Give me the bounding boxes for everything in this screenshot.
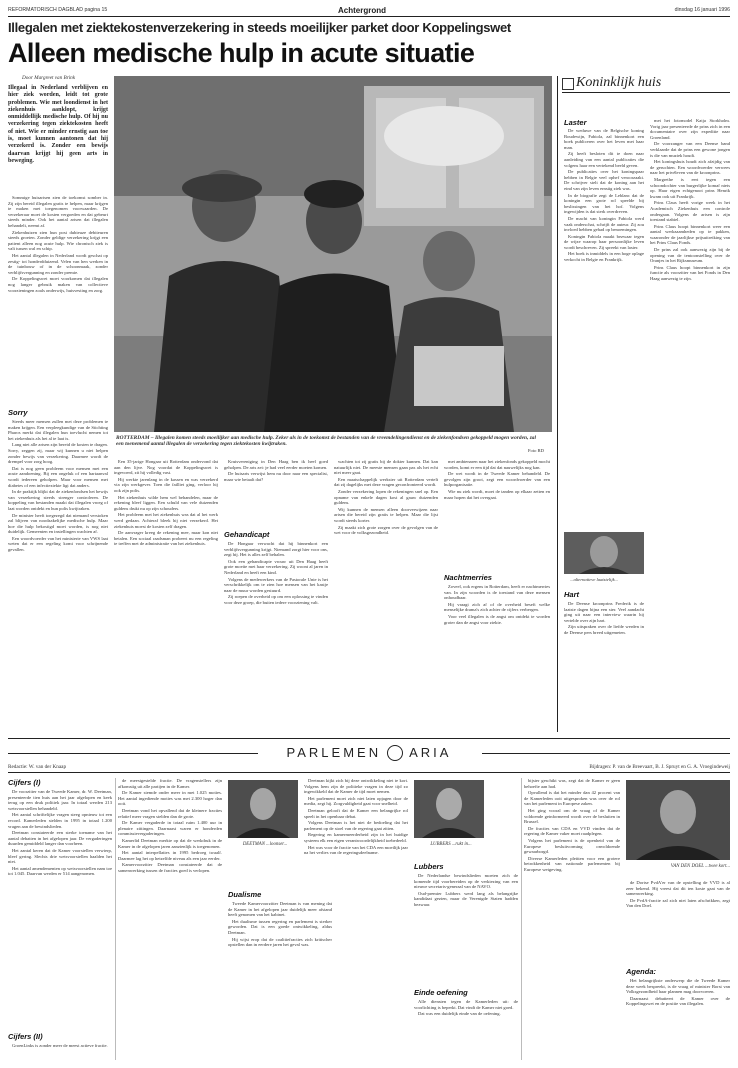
parlementaria-top-rule bbox=[8, 738, 730, 739]
subhead-nachtmerries: Nachtmerries bbox=[444, 573, 492, 582]
subhead-hart: Hart bbox=[564, 590, 580, 599]
lubbers-portrait bbox=[414, 780, 484, 838]
parlementaria-banner bbox=[262, 744, 476, 762]
parl-col5-end: Alle diensten tegen de Kamerleden uit: de voorlichting is beperkt. Dat vindt de Kamer niet goed. Dat was een duidelijk einde van de oefening. bbox=[414, 999, 518, 1017]
article-kicker: Illegalen met ziektekostenverzekering in steeds moeilijker parket door Koppelingswet bbox=[8, 20, 511, 35]
subhead-agenda: Agenda: bbox=[626, 967, 656, 976]
crown-icon bbox=[562, 78, 574, 90]
photo-illustration bbox=[114, 76, 552, 432]
banner-right: ARIA bbox=[409, 745, 452, 760]
royal-divider bbox=[557, 76, 558, 732]
royal-photo-caption: ...alternatieve laatstelijk... bbox=[570, 577, 619, 582]
royal-portrait-photo bbox=[564, 532, 644, 574]
subhead-lubbers: Lubbers bbox=[414, 862, 444, 871]
article-byline: Door Margreet van Brink bbox=[22, 75, 76, 81]
parl-col1-end: GroenLinks is zonder meer de meest actieve fractie. bbox=[12, 1043, 108, 1048]
parlementaria-line-left bbox=[8, 753, 258, 754]
deetman-caption: DEETMAN ...loonser... bbox=[242, 842, 288, 847]
parl-divider-1 bbox=[115, 778, 116, 1060]
photo-caption: ROTTERDAM – Illegalen komen steeds moeilijker aan medische hulp. Zeker als in de toekomst de bestanden van de vreemdelingendienst en de ziekenfondsen gekoppeld mogen worden, zal een toenemend aantal illegalen de verzekering tegen ziektekosten kwijtraken. bbox=[116, 435, 536, 448]
article-col1-body: Sommige huisartsen zien de toekomst somber in. Zij zijn bereid illegalen gratis te helpen, maar krijgen te maken met toegenomen voorwaarden. De verzekeraar moet de kosten vergoeden en dat gebeurt steeds minder. Ook het aantal artsen dat illegalen behandelt, neemt af. Ziekenhuizen zien hun post dubieuze debiteuren steeds groeien. Zonder geldige verzekering krijgt een patient alleen nog acute hulp. Wie chronisch ziek is valt tussen wal en schip. Het aantal illegalen in Nederland wordt geschat op zestig- tot honderdduizend. Velen van hen werken in de tuinbouw of in de schoonmaak, zonder verblijfsvergunning en zonder premie. De Koppelingswet moet voorkomen dat illegalen nog langer gebruik maken van collectieve voorzieningen zoals onderwijs, huisvesting en zorg. bbox=[8, 195, 108, 293]
subhead-einde-oefening: Einde oefening bbox=[414, 988, 468, 997]
banner-left: PARLEMEN bbox=[286, 745, 382, 760]
bijdragen: Bijdragen: P. van de Breevaart, B. J. Spruyt en G. A. Vroegindeweij bbox=[589, 764, 730, 770]
section-title: Achtergrond bbox=[338, 6, 386, 15]
subhead-laster: Laster bbox=[564, 118, 587, 127]
article-col1-body-2: Steeds meer mensen zullen met deze problemen te maken krijgen. Een verpleegkundige van de Stichting Pharos merkt dat illegalen hun toevlucht nemen tot het ziekenhuis als het al te laat is. Lang niet alle artsen zijn bereid de kosten te dragen. Sorry, zeggen zij, maar wij kunnen u niet helpen zonder bewijs van verzekering. Daarmee wordt de drempel voor zorg hoog. Dat is nog geen probleem voor mensen met een acute aandoening. Bij een ongeluk of een hartaanval wordt iedereen geholpen. Maar voor mensen met diabetes of een infectieziekte ligt dat anders. In de praktijk blijkt dat de ziekenfondsen het bewijs van verzekering steeds strenger controleren. De koppeling van bestanden maakt dat illegalen vroeg of laat worden ontdekt en hun polis kwijtraken. De minister heeft toegezegd dat niemand verstoken zal blijven van noodzakelijke medische hulp. Maar hoe die hulp bekostigd moet worden, is nog niet duidelijk. Gemeenten en instellingen wachten af. Een woordvoerder van het ministerie van VWS laat weten dat er een regeling komt voor schrijnende gevallen. bbox=[8, 419, 108, 553]
deetman-portrait bbox=[228, 780, 298, 838]
parl-col3: Tweede Kamervoorzitter Deetman is van mening dat de Kamer in het afgelopen jaar duidelijk meer afstand heeft genomen van het kabinet. Het dualisme tussen regering en parlement is sterker geworden. Dat is een goede ontwikkeling, aldus Deetman. Hij wijst erop dat de coalitiefracties zich kritischer opstellen dan in eerdere jaren het geval was. bbox=[228, 901, 332, 948]
article-lead: Illegaal in Nederland verblijven en hier ziek worden, leidt tot grote problemen. Wie met loondienst in het ziekenhuis aanklopt, krijgt onmiddellijk medische hulp. Of hij nu verzekering tegen ziektekosten heeft of niet. Wie er minder ernstig aan toe is, moet kunnen aantonen dat hij verzekerd is. Zonder een bewijs daarvan krijgt hij geen arts in beweging. bbox=[8, 85, 108, 164]
banner-emblem-icon bbox=[387, 745, 403, 761]
subhead-cijfers-2: Cijfers (II) bbox=[8, 1032, 43, 1041]
van-den-doel-caption: VAN DEN DOEL ...twee kort... bbox=[670, 864, 730, 869]
koninklijk-huis-title: Koninklijk huis bbox=[576, 75, 662, 90]
article-col3-body-2: De Hongaar verwacht dat hij binnenkort een verblijfsvergunning krijgt. Niemand zorgt hier voor ons, zegt hij. Het is alles zelf behalen. Ook een gehandicapte vrouw uit Den Haag heeft grote moeite met haar verzekering. Zij woont al jaren in Nederland en heeft een kind. Volgens de medewerkers van de Pastorale Unie is het verschrikkelijk om te zien hoe mensen van het kastje naar de muur worden gestuurd. Zij roepen de overheid op om een oplossing te vinden voor deze groep, die buiten iedere voorziening valt. bbox=[224, 541, 328, 605]
subhead-gehandicapt: Gehandicapt bbox=[224, 530, 270, 539]
subhead-sorry: Sorry bbox=[8, 408, 28, 417]
deetman-photo bbox=[228, 780, 298, 838]
parlementaria-line-right bbox=[482, 753, 730, 754]
parl-col7: de Dortse PvdA'er van de opstelling de VVD is al zeer bekend. Hij vreest dat dit ten koste gaat van de samenwerking. De PvdA-fractie zal zich niet laten afschrikken, zegt Van den Doel. bbox=[626, 880, 730, 909]
royal-col1-body-2: De Deense kroonprins Frederik is de laatste dagen bijna een ster. Veel aandacht ging uit naar een interview waarin hij vertelde over zijn hart. Zijn uitspraken over de liefde werden in de Deense pers breed uitgemeten. bbox=[564, 601, 644, 635]
photo-credit: Foto RD bbox=[528, 448, 544, 453]
subhead-cijfers-1: Cijfers (I) bbox=[8, 778, 41, 787]
royal-col2: met het fotomodel Katja Storkholm. Vorig jaar presenteerde de prins zich in een documentaire over zijn expeditie naar Groenland. De voorzanger van een Deense band verklaarde dat de prins een gewone jongen is die van muziek houdt. Het koningshuis houdt zich afzijdig van de geruchten. Een woordvoerder verwees naar het privéleven van de kroonprins. Margrethe is eert tegen een schoondochter van burgerlijke komaf niets op. Haar eigen echtgenoot prins Henrik kwam ook uit Frankrijk. Prins Claus heeft vorige week in het Academisch Ziekenhuis een controle ondergaan. Volgens de artsen is zijn toestand stabiel. Prins Claus hoopt binnenkort weer een aantal werkzaamheden op te pakken, waaronder de jaarlijkse prijsuitreiking van het Prins Claus Fonds. De prins zal ook aanwezig zijn bij de opening van de tentoonstelling over de Oranjes in het Rijksmuseum. Prins Claus hoopt binnenkort in zijn functie als voorzitter van het Fonds in Den Haag aanwezig te zijn. bbox=[650, 118, 730, 282]
parlementaria-sub-rule bbox=[8, 772, 730, 773]
parl-col5: De Nederlandse bewindslieden moeten zich de komende tijd voorbereiden op de verkiezing van een nieuwe secretaris-generaal van de NAVO. Oud-premier Lubbers werd lang als belangrijke kandidaat gezien, maar de Verenigde Staten hadden bezwaar. bbox=[414, 873, 518, 907]
article-col4-body: wachten tot zij gratis bij de dokter kunnen. Dat kan natuurlijk niet. De meeste mensen gaan pas als het echt niet meer gaat. Een maatschappelijk werkster uit Rotterdam vertelt dat zij dagelijks met deze vragen geconfronteerd wordt. Zonder verzekering lopen de rekeningen snel op. Een opname van enkele dagen kost al gauw duizenden guldens. Wij kunnen de mensen alleen doorverwijzen naar artsen die bereid zijn gratis te helpen. Maar die lijst wordt steeds korter. Zij maakt zich grote zorgen over de gevolgen van de wet voor de volksgezondheid. bbox=[334, 459, 438, 536]
van-den-doel-portrait bbox=[626, 780, 730, 860]
koninklijk-huis-box bbox=[562, 76, 730, 93]
subhead-dualisme: Dualisme bbox=[228, 890, 262, 899]
parl-col1: De voorzitter van de Tweede Kamer, dr. W. Deetman, presenteerde tien huis aan het jaar afgelopen en keek terug op een druk politiek jaar. In totaal werden 213 wetsvoorstellen behandeld. Het aantal schriftelijke vragen steeg opnieuw tot een record. Kamerleden stelden in 1995 in totaal 1.200 vragen aan de bewindslieden. Deetman constateerde een sterke toename van het aantal debatten in het afgelopen jaar. De vergaderingen duurden gemiddeld langer dan voorheen. Het aantal keren dat de Kamer voorstellen verwierp, bleef gering. Slechts drie wetsvoorstellen haalden het niet. Het aantal amendementen op wetsvoorstellen nam toe tot 1.045. Daarvan werden er 514 aangenomen. bbox=[8, 789, 112, 877]
masthead bbox=[8, 6, 730, 15]
article-col5-body-2: Zoveel, ook ergens in Rotterdam, heeft er nachtmerries van. In zijn woorden is de toestand van deze mensen onhoudbaar. Hij vraagt zich af of de overheid beseft welke menselijke drama's zich achter de cijfers verbergen. Voor veel illegalen is de angst om ontdekt te worden groter dan de angst voor ziekte. bbox=[444, 584, 550, 625]
parl-divider-2 bbox=[521, 778, 522, 1060]
parl-col4: Deetman kijkt zich bij deze ontwikkeling niet te kort. Volgens hem zijn de politieke vragen in deze tijd zo ingewikkeld dat de Kamer de tijd moet nemen. Het parlement moet zich niet laten opjagen door de media, zegt hij. Zorgvuldigheid gaat voor snelheid. Deetman gelooft dat de Kamer een belangrijke rol speelt in het openbaar debat. Volgens Deetman is het niet de bedoeling dat het parlement op de stoel van de regering gaat zitten. Regering en kamermeerderheid zijn in het huidige systeem elk een eigen verantwoordelijkheid toebedeeld. Het was voor de fractie van het CDA een moeilijk jaar na het verlies van de regeringsdeelname. bbox=[304, 778, 408, 856]
portrait-illustration bbox=[564, 532, 644, 574]
parl-col2: de meestgestelde fractie. De vragenstellers zijn afkomstig uit alle partijen in de Kamer. De Kamer stemde onder meer in met 1.025 moties. Het aantal ingediende moties was met 2.300 hoger dan ooit. Deetman vond het opvallend dat de kleinere fracties relatief meer vragen stelden dan de grote. De Kamer vergaderde in totaal ruim 1.400 uur in plenaire zittingen. Daarnaast waren er honderden commissievergaderingen. Kamerlid Deetman merkte op dat de werkdruk in de Kamer in de afgelopen jaren aanzienlijk is toegenomen. Het aantal interpellaties in 1995 bedroeg twaalf. Daarmee lag het op hetzelfde niveau als een jaar eerder. Kamervoorzitter Deetman constateerde dat de samenwerking tussen de fracties goed is verlopen. bbox=[118, 778, 222, 873]
article-col2-body: Een 35-jarige Hongaar uit Rotterdam ondervond dat aan den lijve. Nog voordat de Koppelingswet is ingevoerd, zit hij volledig vast. Hij werkte jarenlang in de kassen en was verzekerd via zijn werkgever. Toen die failliet ging, verloor hij ook zijn polis. Het ziekenhuis wilde hem wel behandelen, maar de rekening bleef liggen. Een schuld van vele duizenden guldens drukt nu op zijn schouders. Het probleem met het ziekenhuis was dat al het werk werd gedaan. Achteraf bleek hij niet verzekerd. Het ziekenhuis moest de kosten zelf dragen. De aanvrager kreeg de rekening mee, maar kon niet betalen. Een sociaal raadsman probeert nu een regeling te treffen met de administratie van het ziekenhuis. bbox=[114, 459, 218, 547]
parl-agenda: Het belangrijkste onderwerp die de Tweede Kamer deze week bespreekt, is de vraag of minister Borst van Volksgezondheid haar plannen mag doorvoeren. Daarnaast debatteert de Kamer over de Koppelingswet en de positie van illegalen. bbox=[626, 978, 730, 1007]
redactie: Redactie: W. van der Knaap bbox=[8, 764, 67, 770]
article-col3-body: Kruisvereniging in Den Haag ben ik heel goed geholpen. De arts zei: je had veel eerder moeten komen. De huisarts verwijst hem nu door naar een specialist, maar wie betaalt dat? bbox=[224, 459, 328, 482]
article-headline: Alleen medische hulp in acute situatie bbox=[8, 38, 475, 68]
article-photo bbox=[114, 76, 552, 432]
van-den-doel-photo bbox=[626, 780, 730, 860]
lubbers-photo bbox=[414, 780, 484, 838]
article-col5-body: met ambtenaren naar het ziekenfonds gekoppeld mocht worden, komt er een tijd dat dat nauwelijks nog kan. De wet wordt in de Tweede Kamer behandeld. De gevolgen zijn groot, zegt een woordvoerder van een hulporganisatie. Wie nu ziek wordt, moet de tanden op elkaar zetten en maar hopen dat het overgaat. bbox=[444, 459, 550, 500]
lubbers-caption: LUBBERS ...rukt in... bbox=[430, 842, 472, 847]
paper-name: REFORMATORISCH DAGBLAD pagina 15 bbox=[8, 7, 108, 13]
issue-date: dinsdag 16 januari 1996 bbox=[674, 7, 730, 13]
parl-col6: bijster geschikt was, zegt dat de Kamer er geen behoefte aan had. Opvallend is dat het minder dan 42 procent van de Kamerleden ooit uitgesproken was over de rol van het parlement in Europese zaken. Het ging vooral om de vraag of de Kamer voldoende geinformeerd wordt over de besluiten in Brussel. De fracties van CDA en VVD vinden dat de regering de Kamer vaker moet raadplegen. Volgens het parlement is de openheid van de Europese besluitvorming onvoldoende gewaarborgd. Diverse Kamerleden pleitten voor een grotere betrokkenheid van nationale parlementen bij Europese wetgeving. bbox=[524, 778, 620, 872]
masthead-rule bbox=[8, 16, 730, 17]
royal-col1: De weduwe van de Belgische koning Boudewijn, Fabiola, zal binnenkort een boek publiceren over het leven met haar man. Zij heeft besloten dit te doen naar aanleiding van een aantal publicaties die volgens haar een vertekend beeld geven. De publicaties over het koningspaar hebben in Belgie veel ophef veroorzaakt. De schrijver stelt dat de koning aan het eind van zijn leven ernstig ziek was. In de biografie zegt de Leblanc dat de koningin een grote rol speelde bij beslissingen van het hof. Volgens ingewijden is dat sterk overdreven. De macht van koningin Fabiola werd vaak onderschat, schrijft de auteur. Zij zou invloed hebben gehad op benoemingen. Koningin Fabiola maakt bezwaar tegen de wijze waarop haar persoonlijke leven wordt beschreven. Zij spreekt van laster. Het boek is inmiddels in een hoge oplage verkocht in Belgie en Frankrijk. bbox=[564, 128, 644, 263]
